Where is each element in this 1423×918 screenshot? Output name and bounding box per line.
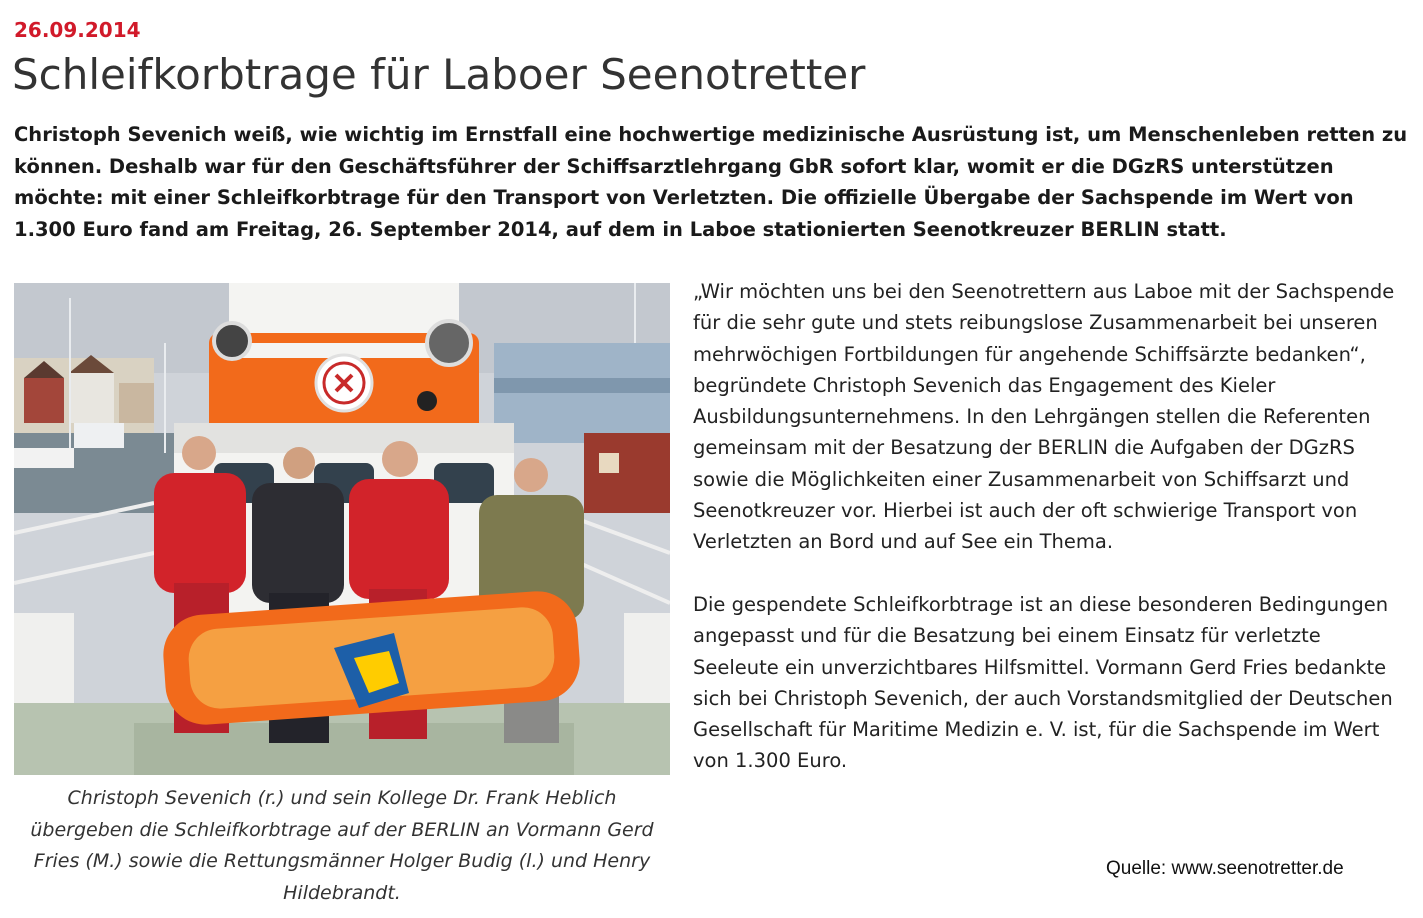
article-headline: Schleifkorbtrage für Laboer Seenotretter: [12, 50, 866, 99]
photo-caption: Christoph Sevenich (r.) und sein Kollege Dr. Frank Heblich übergeben die Schleifkorbtrage auf der BERLIN an Vormann Gerd Fries (M.) sowie die Rettungsmänner Holger Budig (l.) und Henry Hildebrandt.: [30, 787, 654, 904]
article-date: 26.09.2014: [14, 18, 141, 42]
article-photo: [14, 283, 670, 775]
article-lead: Christoph Sevenich weiß, wie wichtig im Ernstfall eine hochwertige medizinische Ausrüstung ist, um Menschenleben retten zu können. Deshalb war für den Geschäftsführer der Schiffsarztlehrgang GbR sofort klar, womit er die DGzRS unterstützen möchte: mit einer Schleifkorbtrage für den Transport von Verletzten. Die offizielle Übergabe der Sachspende im Wert von 1.300 Euro fand am Freitag, 26. September 2014, auf dem in Laboe stationierten Seenotkreuzer BERLIN statt.: [14, 123, 1408, 241]
article-body: [693, 276, 1409, 777]
body-paragraph-1: „Wir möchten uns bei den Seenotrettern aus Laboe mit der Sachspende für die sehr gute und stets reibungslose Zusammenarbeit bei unseren mehrwöchigen Fortbildungen für angehende Schiffsärzte bedanken“, begründete Christoph Sevenich das Engagement des Kieler Ausbildungsunternehmens. In den Lehrgängen stellen die Referenten gemeinsam mit der Besatzung der BERLIN die Aufgaben der DGzRS sowie die Möglichkeiten einer Zusammenarbeit von Schiffsarzt und Seenotkreuzer vor. Hierbei ist auch der oft schwierige Transport von Verletzten an Bord und auf See ein Thema.: [693, 280, 1395, 554]
body-paragraph-2: Die gespendete Schleifkorbtrage ist an diese besonderen Bedingungen angepasst und für die Besatzung bei einem Einsatz für verletzte Seeleute ein unverzichtbares Hilfsmittel. Vormann Gerd Fries bedankte sich bei Christoph Sevenich, der auch Vorstandsmitglied der Deutschen Gesellschaft für Maritime Medizin e. V. ist, für die Sachspende im Wert von 1.300 Euro.: [693, 592, 1393, 773]
photo-illustration: [14, 283, 670, 775]
source-credit: Quelle: www.seenotretter.de: [1106, 858, 1344, 879]
